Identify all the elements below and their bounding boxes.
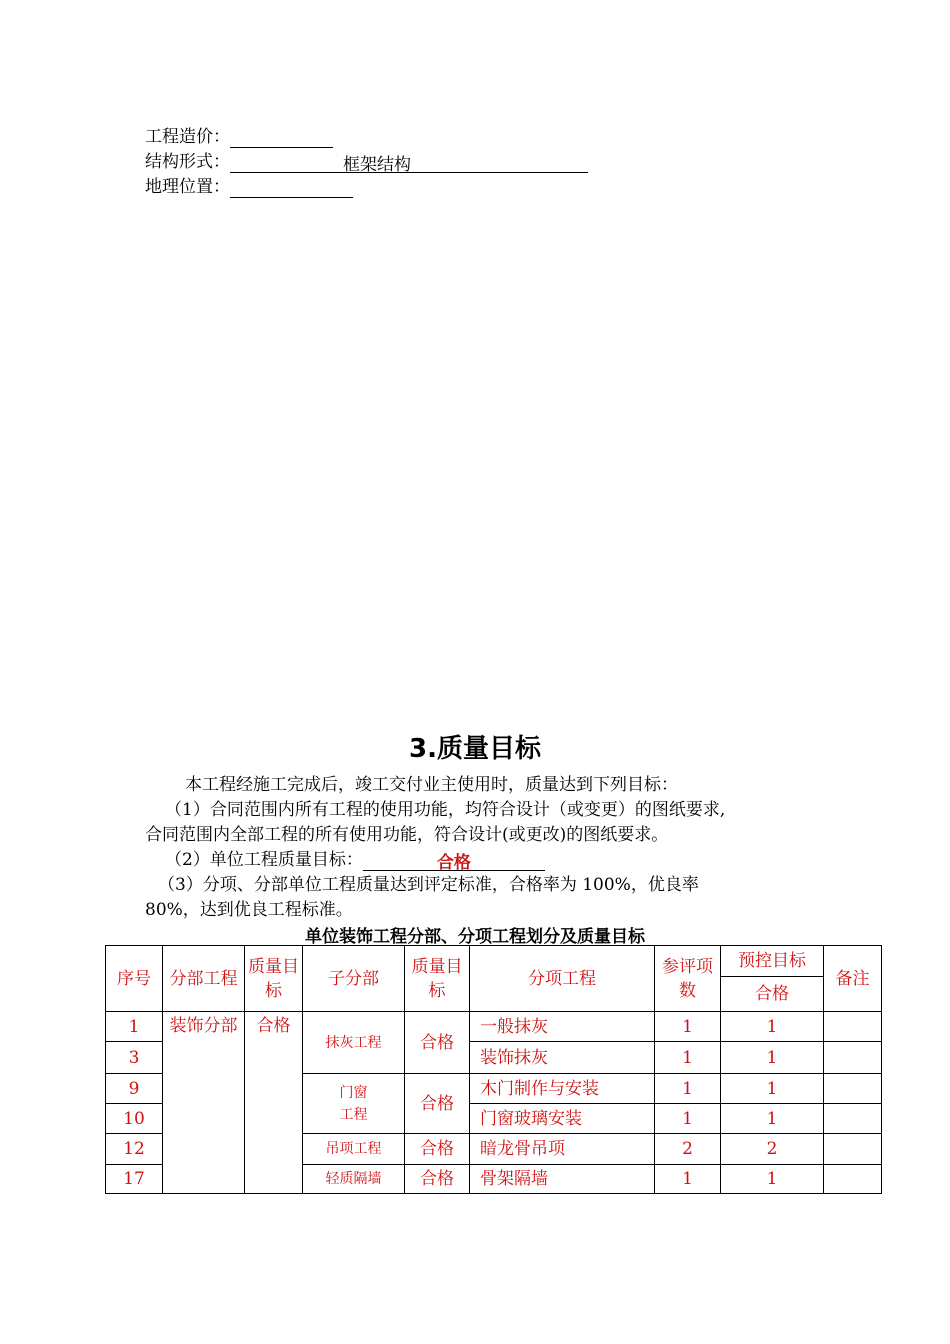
item1-line2: 合同范围内全部工程的所有使用功能，符合设计(或更改)的图纸要求。 <box>145 825 669 845</box>
row-remark <box>824 1134 882 1165</box>
row-target: 1 <box>721 1074 824 1104</box>
group-name-text: 门窗工程 <box>339 1084 368 1123</box>
row-remark <box>824 1012 882 1042</box>
row-count: 2 <box>655 1134 721 1165</box>
header-seq: 序号 <box>106 946 163 1012</box>
item2-value-field <box>363 852 545 871</box>
row-item: 暗龙骨吊项 <box>470 1134 655 1165</box>
section-heading: 3.质量目标 <box>409 734 541 764</box>
row-seq: 1 <box>106 1012 163 1042</box>
quality-table <box>105 945 882 1194</box>
structure-value-field <box>230 154 588 173</box>
division-quality: 合格 <box>245 1012 303 1194</box>
item2-label: （2）单位工程质量目标： <box>165 850 363 870</box>
location-line <box>145 176 353 198</box>
row-seq: 9 <box>106 1074 163 1104</box>
location-value <box>230 179 353 198</box>
row-count: 1 <box>655 1074 721 1104</box>
cost-value <box>230 129 333 148</box>
row-count: 1 <box>655 1042 721 1074</box>
division-name: 装饰分部 <box>163 1012 245 1194</box>
group-name: 吊项工程 <box>303 1134 405 1165</box>
intro-text: 本工程经施工完成后，竣工交付业主使用时，质量达到下列目标： <box>185 775 678 795</box>
row-item: 装饰抹灰 <box>470 1042 655 1074</box>
row-count: 1 <box>655 1104 721 1134</box>
group-quality: 合格 <box>405 1074 470 1134</box>
cost-label: 工程造价： <box>145 127 230 147</box>
group-name: 轻质隔墙 <box>303 1165 405 1194</box>
group-name: 抹灰工程 <box>303 1012 405 1074</box>
header-target-sub: 合格 <box>721 977 824 1012</box>
row-remark <box>824 1074 882 1104</box>
row-count: 1 <box>655 1012 721 1042</box>
header-item: 分项工程 <box>470 946 655 1012</box>
row-target: 1 <box>721 1042 824 1074</box>
row-remark <box>824 1104 882 1134</box>
row-target: 1 <box>721 1012 824 1042</box>
table-row <box>106 1012 882 1042</box>
structure-value: 框架结构 <box>343 155 411 175</box>
item3-line2: 80%，达到优良工程标准。 <box>145 900 353 920</box>
table-title: 单位装饰工程分部、分项工程划分及质量目标 <box>305 927 645 947</box>
row-item: 骨架隔墙 <box>470 1165 655 1194</box>
row-remark <box>824 1042 882 1074</box>
location-label: 地理位置： <box>145 177 230 197</box>
item2-value: 合格 <box>436 853 471 873</box>
header-subdivision: 子分部 <box>303 946 405 1012</box>
row-target: 1 <box>721 1165 824 1194</box>
item3-line1: （3）分项、分部单位工程质量达到评定标准，合格率为 100%，优良率 <box>158 875 699 895</box>
row-seq: 12 <box>106 1134 163 1165</box>
cost-line <box>145 126 333 148</box>
row-item: 木门制作与安装 <box>470 1074 655 1104</box>
row-item: 一般抹灰 <box>470 1012 655 1042</box>
group-quality: 合格 <box>405 1165 470 1194</box>
row-item: 门窗玻璃安装 <box>470 1104 655 1134</box>
row-remark <box>824 1165 882 1194</box>
header-division: 分部工程 <box>163 946 245 1012</box>
row-seq: 17 <box>106 1165 163 1194</box>
header-remark: 备注 <box>824 946 882 1012</box>
row-target: 2 <box>721 1134 824 1165</box>
structure-label: 结构形式： <box>145 152 230 172</box>
structure-line <box>145 151 588 173</box>
group-quality: 合格 <box>405 1134 470 1165</box>
group-quality: 合格 <box>405 1012 470 1074</box>
header-target-group: 预控目标 <box>721 946 824 977</box>
header-row <box>106 946 882 977</box>
group-name <box>303 1074 405 1134</box>
row-seq: 10 <box>106 1104 163 1134</box>
row-seq: 3 <box>106 1042 163 1074</box>
header-quality-goal: 质量目标 <box>245 946 303 1012</box>
item1-line1: （1）合同范围内所有工程的使用功能，均符合设计（或变更）的图纸要求, <box>165 800 726 820</box>
header-sub-quality: 质量目标 <box>405 946 470 1012</box>
row-count: 1 <box>655 1165 721 1194</box>
row-target: 1 <box>721 1104 824 1134</box>
item2-line <box>165 849 545 871</box>
header-count: 参评项数 <box>655 946 721 1012</box>
